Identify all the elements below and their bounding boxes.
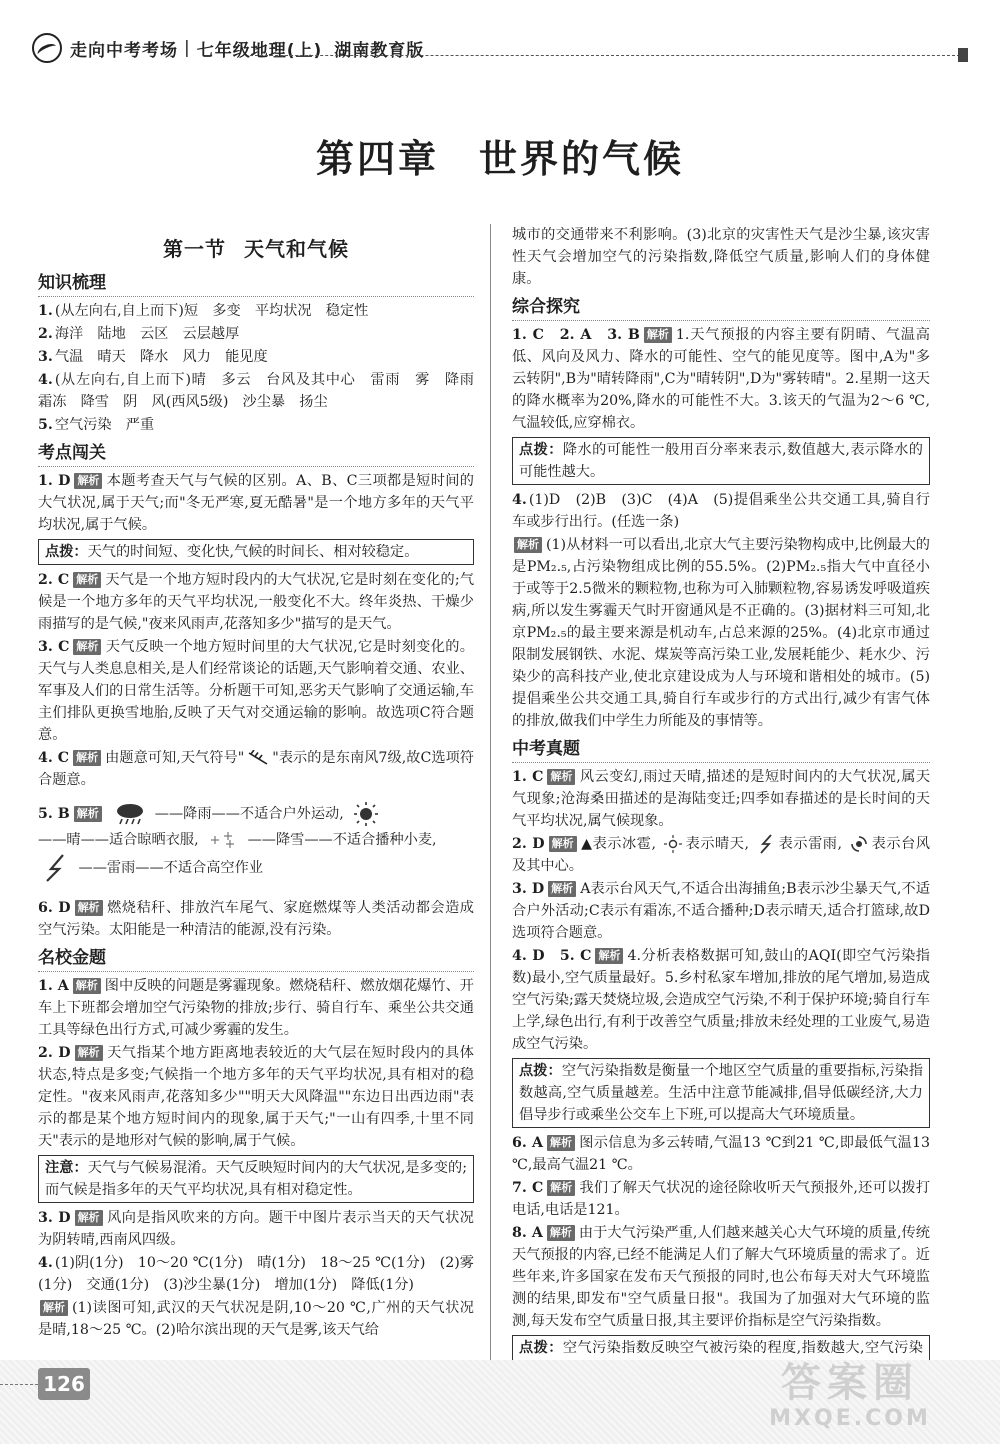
header-brand: 走向中考考场 — [70, 40, 178, 61]
knowledge-item: 4. (从左向右,自上而下)晴 多云 台风及其中心 雷雨 雾 降雨 霜冻 降雪 阴 风(西风5级) 沙尘暴 扬尘 — [38, 372, 489, 410]
tip-box: 点拨：空气污染指数是衡量一个地区空气质量的重要指标,污染指数越高,空气质量越差。生活中注意节能减排,倡导低碳经济,大力倡导步行或乘坐公交车上下班,可以提高大气环境质量。 — [512, 1058, 930, 1128]
heading-explore: 综合探究 — [512, 296, 930, 321]
analysis-tag: 解析 — [75, 1210, 103, 1226]
knowledge-item: 3. 气温 晴天 降水 风力 能见度 — [38, 349, 268, 365]
heading-checkpoint: 考点闯关 — [38, 442, 474, 467]
analysis-tag: 解析 — [73, 572, 101, 588]
lightning-icon — [757, 834, 775, 854]
answer-item: 2. D 解析 天气指某个地方距离地表较近的大气层在短时段内的具体状态,特点是多变;气候指一个地方多年的天气平均状况,具有相对的稳定性。"夜来风雨声,花落知多少""明天大风降温""东边日出西边雨"表示的都是某个地方短时间内的现象,属于天气;"一山有四季,十里不同天"表示的是地形对气候的影响,属于气候。 — [38, 1045, 474, 1149]
analysis-tag: 解析 — [74, 806, 102, 822]
header-book: 七年级地理(上) — [196, 40, 323, 61]
answer-item: 4. (1)阴(1分) 10～20 ℃(1分) 晴(1分) 18～25 ℃(1分) (2)雾(1分) 交通(1分) (3)沙尘暴(1分) 增加(1分) 降低(1分) — [38, 1255, 474, 1293]
page-header: 走向中考考场 | 七年级地理(上) 湖南教育版 — [32, 28, 424, 68]
publisher-logo-icon — [32, 33, 62, 63]
analysis-item: 解析 (1)读图可知,武汉的天气状况是阴,10～20 ℃,广州的天气状况是晴,18～25 ℃。(2)哈尔滨出现的天气是雾,该天气给 — [38, 1300, 474, 1338]
answer-item: 4. (1)D (2)B (3)C (4)A (5)提倡乘坐公共交通工具,骑自行车或步行出行。(任选一条) — [512, 492, 930, 530]
answer-item: 6. A 解析 图示信息为多云转晴,气温13 ℃到21 ℃,即最低气温13 ℃,最高气温21 ℃。 — [512, 1135, 930, 1173]
analysis-tag: 解析 — [75, 1045, 103, 1061]
answer-item: 1. D 解析 本题考查天气与气候的区别。A、B、C三项都是短时间的大气状况,属于天气;而"冬无严寒,夏无酷暑"是一个地方多年的天气平均状况,属于气候。 — [38, 473, 474, 533]
analysis-tag: 解析 — [73, 978, 101, 994]
analysis-tag: 解析 — [73, 639, 101, 655]
tip-box: 点拨：空气污染指数反映空气被污染的程度,指数越大,空气污染 — [512, 1335, 930, 1383]
wind-symbol-icon — [247, 750, 269, 766]
analysis-tag: 解析 — [644, 327, 672, 343]
answer-item: 6. D 解析 燃烧秸秆、排放汽车尾气、家庭燃煤等人类活动都会造成空气污染。太阳能是一种清洁的能源,没有污染。 — [38, 900, 474, 938]
right-column — [512, 224, 930, 1387]
snow-icon — [206, 830, 240, 850]
tip-box: 点拨：天气的时间短、变化快,气候的时间长、相对较稳定。 — [38, 539, 474, 565]
analysis-tag: 解析 — [74, 473, 102, 489]
header-edition: 湖南教育版 — [334, 40, 425, 61]
sunny-icon — [664, 835, 682, 853]
answer-item: 8. A 解析 由于大气污染严重,人们越来越关心大气环境的质量,传统天气预报的内容,已经不能满足人们了解大气环境质量的需求了。近些年来,许多国家在发布天气预报的同时,也公布每天对大气环境监测的结果,即发布"空气质量日报"。我国为了加强对大气环境的监测,每天发布空气质量日报,其主要评价指标是空气污染指数。 — [512, 1225, 930, 1329]
tip-box: 点拨：降水的可能性一般用百分率来表示,数值越大,表示降水的可能性越大。 — [512, 437, 930, 485]
answer-item: 1. A 解析 图中反映的问题是雾霾现象。燃烧秸秆、燃放烟花爆竹、开车上下班都会增加空气污染物的排放;步行、骑自行车、乘坐公共交通工具等绿色出行方式,可减少雾霾的发生。 — [38, 978, 474, 1038]
watermark: 答案圈 MXQE.COM — [769, 1360, 931, 1431]
answer-item: 7. C 解析 我们了解天气状况的途径除收听天气预报外,还可以拨打电话,电话是121。 — [512, 1180, 931, 1218]
knowledge-item: 5. 空气污染 严重 — [38, 417, 155, 433]
analysis-tag: 解析 — [547, 769, 575, 785]
analysis-tag: 解析 — [547, 1180, 575, 1196]
sun-icon — [351, 801, 381, 827]
knowledge-item: 2. 海洋 陆地 云区 云层越厚 — [38, 326, 240, 342]
knowledge-item: 1. (从左向右,自上而下)短 多变 平均状况 稳定性 — [38, 303, 369, 319]
analysis-tag: 解析 — [595, 948, 623, 964]
analysis-tag: 解析 — [75, 900, 103, 916]
answer-item: 3. C 解析 天气反映一个地方短时间里的大气状况,它是时刻变化的。天气与人类息息相关,是人们经常谈论的话题,天气影响着交通、农业、军事及人们的日常生活等。分析题干可知,恶劣天气影响了交通运输,车主们排队更换雪地胎,反映了天气对交通运输的影响。故选项C符合题意。 — [38, 639, 474, 743]
continued-text: 城市的交通带来不利影响。(3)北京的灾害性天气是沙尘暴,该灾害性天气会增加空气的污染指数,降低空气质量,影响人们的身体健康。 — [512, 227, 930, 287]
analysis-tag: 解析 — [73, 750, 101, 766]
footer-rule — [0, 1384, 38, 1385]
rain-cloud-icon — [113, 802, 147, 826]
analysis-tag: 解析 — [40, 1300, 68, 1316]
answer-item: 1. C 解析 风云变幻,雨过天晴,描述的是短时间内的大气状况,属天气现象;沧海桑田描述的是海陆变迁;四季如春描述的是长时间的天气平均状况,属气候现象。 — [512, 769, 931, 829]
column-divider — [490, 224, 491, 1384]
analysis-tag: 解析 — [514, 537, 542, 553]
answer-item: 3. D 解析 风向是指风吹来的方向。题干中图片表示当天的天气状况为阴转晴,西南风四级。 — [38, 1210, 474, 1248]
thunderstorm-icon — [41, 853, 71, 883]
answer-item: 1. C 2. A 3. B 解析 1.天气预报的内容主要有阴晴、气温高低、风向及风力、降水的可能性、空气的能见度等。图中,A为"多云转阴",B为"晴转降雨",C为"晴转阴",D为"雾转晴"。2.星期一这天的降水概率为20%,降水的可能性不大。3.该天的气温为2～6 ℃,气温较低,应穿棉衣。 — [512, 327, 930, 431]
heading-knowledge: 知识梳理 — [38, 272, 474, 297]
analysis-item: 解析 (1)从材料一可以看出,北京大气主要污染物构成中,比例最大的是PM₂.₅,占污染物组成比例的55.5%。(2)PM₂.₅指大气中直径小于或等于2.5微米的颗粒物,也称为可入肺颗粒物,容易诱发呼吸道疾病,所以发生雾霾天气时开窗通风是不正确的。(3)据材料三可知,北京PM₂.₅的最主要来源是机动车,占总来源的25%。(4)北京市通过限制发展钢铁、水泥、煤炭等高污染工业,发展耗能少、耗水少、污染少的高科技产业,使北京建设成为人与环境和谐相处的城市。(5)提倡乘坐公共交通工具,骑自行车或步行的方式出行,减少有害气体的排放,做我们中学生力所能及的事情等。 — [512, 537, 930, 729]
page-number: 126 — [38, 1368, 90, 1400]
analysis-tag: 解析 — [547, 1135, 575, 1151]
section-title: 第一节 天气和气候 — [163, 237, 349, 261]
answer-item: 2. C 解析 天气是一个地方短时段内的大气状况,它是时刻在变化的;气候是一个地方多年的天气平均状况,一般变化不大。终年炎热、干燥少雨描写的是气候,"夜来风雨声,花落知多少"描写的是天气。 — [38, 572, 475, 632]
heading-famous: 名校金题 — [38, 947, 474, 972]
answer-item: 5. B 解析 ——降雨——不适合户外运动, ——晴——适合晾晒衣服, ——降雪——不适合播种小麦, ——雷雨——不适合高空作业 — [38, 801, 474, 883]
analysis-tag: 解析 — [549, 836, 577, 852]
heading-real: 中考真题 — [512, 738, 930, 763]
analysis-tag: 解析 — [548, 881, 576, 897]
header-rule-end — [958, 48, 968, 62]
typhoon-icon — [850, 835, 868, 853]
chapter-number: 第四章 — [315, 136, 439, 181]
answer-item: 4. C 解析 由题意可知,天气符号" "表示的是东南风7级,故C选项符合题意。 — [38, 750, 474, 788]
left-column — [38, 237, 489, 1342]
header-rule — [250, 55, 960, 56]
chapter-name: 世界的气候 — [479, 136, 685, 181]
answer-item: 4. D 5. C 解析 4.分析表格数据可知,鼓山的AQI(即空气污染指数)最小,空气质量最好。5.乡村私家车增加,排放的尾气增加,易造成空气污染;露天焚烧垃圾,会造成空气污染,不利于保护环境;骑自行车上学,绿色出行,有利于改善空气质量;排放未经处理的工业废气,易造成空气污染。 — [512, 948, 930, 1052]
analysis-tag: 解析 — [547, 1225, 575, 1241]
answer-item: 3. D 解析 A表示台风天气,不适合出海捕鱼;B表示沙尘暴天气,不适合户外活动;C表示有霜冻,不适合播种;D表示晴天,适合打篮球,故D选项符合题意。 — [512, 881, 930, 941]
note-box: 注意：天气与气候易混淆。天气反映短时间内的大气状况,是多变的;而气候是指多年的天气平均状况,具有相对稳定性。 — [38, 1155, 474, 1203]
chapter-title — [0, 128, 1000, 183]
answer-item: 2. D 解析 ▲表示冰雹, 表示晴天, 表示雷雨, 表示台风及其中心。 — [512, 836, 930, 874]
